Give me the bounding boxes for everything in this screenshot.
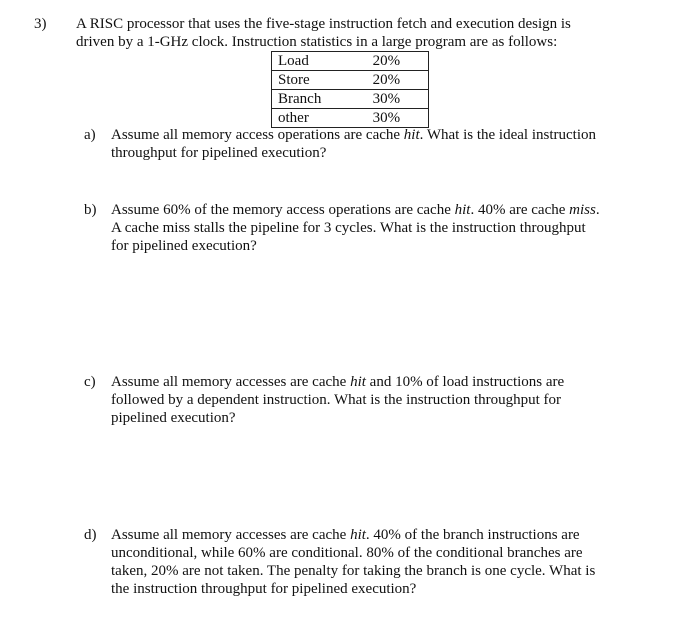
stat-value: 30%	[345, 90, 429, 109]
stat-label: Load	[272, 52, 345, 71]
part-c-line-1-post: and 10% of load instructions are	[365, 374, 565, 390]
part-a-line-1-pre: Assume all memory access operations are cache	[111, 127, 404, 143]
stat-label: Branch	[272, 90, 345, 109]
part-c-line-1	[111, 373, 651, 391]
part-d-line-1-pre: Assume all memory accesses are cache	[111, 527, 351, 543]
instruction-stats-table	[271, 51, 429, 128]
part-d-line-3: taken, 20% are not taken. The penalty for taking the branch is one cycle. What is	[111, 563, 596, 579]
stat-value: 20%	[345, 71, 429, 90]
part-b-line-1-em2: miss	[569, 202, 596, 218]
part-d-line-1-post: . 40% of the branch instructions are	[365, 527, 580, 543]
part-a-line-2: throughput for pipelined execution?	[111, 145, 327, 161]
part-b-marker: b)	[84, 202, 97, 218]
part-b-line-3: for pipelined execution?	[111, 238, 257, 254]
stat-value: 20%	[345, 52, 429, 71]
intro-line-1: A RISC processor that uses the five-stage instruction fetch and execution design is	[76, 16, 571, 32]
part-c-text	[111, 373, 651, 427]
part-c-line-1-pre: Assume all memory accesses are cache	[111, 374, 351, 390]
part-b-line-1-mid: . 40% are cache	[470, 202, 570, 218]
part-b-line-2: A cache miss stalls the pipeline for 3 cycles. What is the instruction throughput	[111, 220, 586, 236]
part-a-marker: a)	[84, 127, 96, 143]
part-a-line-1-post: . What is the ideal instruction	[419, 127, 596, 143]
stat-label: other	[272, 109, 345, 128]
stat-value: 30%	[345, 109, 429, 128]
part-c-line-2: followed by a dependent instruction. What is the instruction throughput for	[111, 392, 562, 408]
part-a-text	[111, 126, 651, 162]
question-number: 3)	[34, 16, 47, 32]
part-d-marker: d)	[84, 527, 97, 543]
table-row	[272, 52, 429, 71]
part-d-text	[111, 526, 651, 598]
table-row	[272, 109, 429, 128]
part-d-line-1	[111, 526, 651, 544]
part-b-line-1-pre: Assume 60% of the memory access operations are cache	[111, 202, 455, 218]
part-c-marker: c)	[84, 374, 96, 390]
part-a-line-1	[111, 126, 651, 144]
part-b-line-1	[111, 201, 651, 219]
stat-label: Store	[272, 71, 345, 90]
question-intro	[76, 15, 676, 51]
intro-line-2: driven by a 1-GHz clock. Instruction statistics in a large program are as follows:	[76, 34, 558, 50]
part-b-text	[111, 201, 651, 255]
part-d-line-4: the instruction throughput for pipelined execution?	[111, 581, 417, 597]
part-d-line-1-em: hit	[350, 527, 366, 543]
part-c-line-1-em: hit	[350, 374, 366, 390]
part-d-line-2: unconditional, while 60% are conditional. 80% of the conditional branches are	[111, 545, 583, 561]
table-row	[272, 90, 429, 109]
part-b-line-1-em1: hit	[454, 202, 471, 218]
part-a-line-1-em: hit	[403, 127, 420, 143]
table-row	[272, 71, 429, 90]
part-c-line-3: pipelined execution?	[111, 410, 236, 426]
part-b-line-1-post: .	[595, 202, 600, 218]
